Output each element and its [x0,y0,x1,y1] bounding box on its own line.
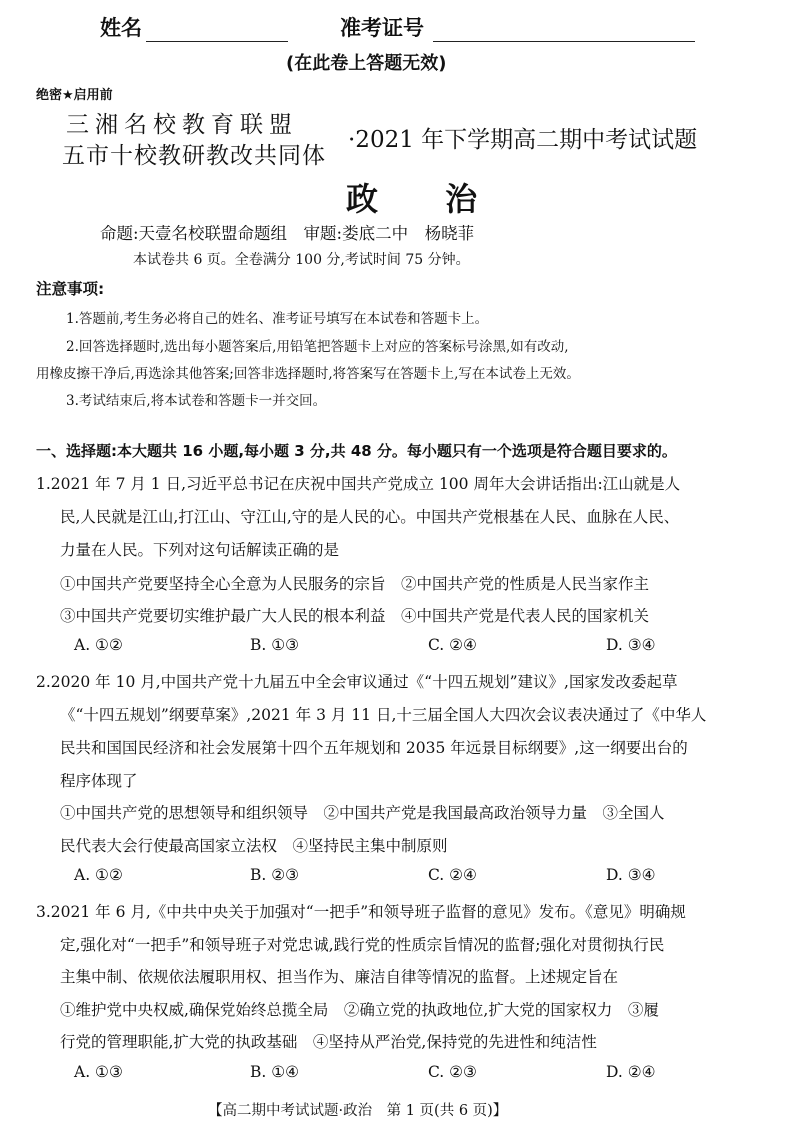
section-title: 一、选择题:本大题共 16 小题,每小题 3 分,共 48 分。每小题只有一个选项是符合题目要求的。 [36,442,677,460]
question-stem-line: 定,强化对“一把手”和领导班子对党忠诚,践行党的性质宗旨情况的监督;强化对贯彻执行民 [60,936,665,954]
option-d[interactable]: D. ③④ [606,866,656,884]
option-a[interactable]: A. ①② [74,866,123,884]
question-stem-line: 1.2021 年 7 月 1 日,习近平总书记在庆祝中国共产党成立 100 周年大会讲话指出:江山就是人 [36,475,681,493]
note-line: 3.考试结束后,将本试卷和答题卡一并交回。 [66,393,327,409]
question-stem-line: 《“十四五规划”纲要草案》,2021 年 3 月 11 日,十三届全国人大四次会议表决通过了《中华人 [60,706,707,724]
exam-id-blank-line [433,41,695,42]
option-c[interactable]: C. ②④ [428,866,477,884]
option-c[interactable]: C. ②③ [428,1063,477,1081]
question-stem-line: 2.2020 年 10 月,中国共产党十九届五中全会审议通过《“十四五规划”建议》,国家发改委起草 [36,673,678,691]
option-a[interactable]: A. ①② [74,636,123,654]
statement-line: ①维护党中央权威,确保党始终总揽全局 ②确立党的执政地位,扩大党的国家权力 ③履 [60,1001,659,1019]
question-stem-line: 3.2021 年 6 月,《中共中央关于加强对“一把手”和领导班子监督的意见》发布。《意见》明确规 [36,903,686,921]
invalid-answer-notice: (在此卷上答题无效) [286,53,447,74]
exam-id-label: 准考证号 [340,16,424,40]
option-b[interactable]: B. ①③ [250,636,300,654]
question-stem-line: 民共和国国民经济和社会发展第十四个五年规划和 2035 年远景目标纲要》,这一纲要出台的 [60,739,688,757]
page-footer: 【高二期中考试试题·政治 第 1 页(共 6 页)】 [208,1103,508,1119]
option-a[interactable]: A. ①③ [74,1063,123,1081]
name-blank-line [146,41,288,42]
notes-heading: 注意事项: [36,280,105,298]
alliance-name: 三湘名校教育联盟 [66,112,298,138]
note-line: 用橡皮擦干净后,再选涂其他答案;回答非选择题时,将答案写在答题卡上,写在本试卷上无效。 [36,366,580,382]
question-stem-line: 力量在人民。下列对这句话解读正确的是 [60,541,340,559]
exam-title: ·2021 年下学期高二期中考试试题 [348,127,698,153]
question-stem-line: 主集中制、依规依法履职用权、担当作为、廉洁自律等情况的监督。上述规定旨在 [60,968,619,986]
option-c[interactable]: C. ②④ [428,636,477,654]
option-d[interactable]: D. ③④ [606,636,656,654]
option-d[interactable]: D. ②④ [606,1063,656,1081]
exam-info: 本试卷共 6 页。全卷满分 100 分,考试时间 75 分钟。 [133,252,470,268]
question-stem-line: 程序体现了 [60,772,138,790]
consortium-name: 五市十校教研教改共同体 [62,143,326,169]
note-line: 1.答题前,考生务必将自己的姓名、准考证号填写在本试卷和答题卡上。 [66,311,489,327]
note-line: 2.回答选择题时,选出每小题答案后,用铅笔把答题卡上对应的答案标号涂黑,如有改动, [66,339,569,355]
statement-line: 民代表大会行使最高国家立法权 ④坚持民主集中制原则 [60,837,448,855]
question-stem-line: 民,人民就是江山,打江山、守江山,守的是人民的心。中国共产党根基在人民、血脉在人民、 [60,508,680,526]
statement-line: 行党的管理职能,扩大党的执政基础 ④坚持从严治党,保持党的先进性和纯洁性 [60,1033,597,1051]
name-label: 姓名 [100,16,142,40]
author-line: 命题:天壹名校联盟命题组 审题:娄底二中 杨晓菲 [100,224,475,243]
statement-line: ①中国共产党要坚持全心全意为人民服务的宗旨 ②中国共产党的性质是人民当家作主 [60,575,650,593]
statement-line: ①中国共产党的思想领导和组织领导 ②中国共产党是我国最高政治领导力量 ③全国人 [60,804,665,822]
secret-mark: 绝密★启用前 [36,88,113,103]
subject-title: 政 治 [346,180,506,218]
option-b[interactable]: B. ①④ [250,1063,300,1081]
statement-line: ③中国共产党要切实维护最广大人民的根本利益 ④中国共产党是代表人民的国家机关 [60,607,650,625]
option-b[interactable]: B. ②③ [250,866,300,884]
